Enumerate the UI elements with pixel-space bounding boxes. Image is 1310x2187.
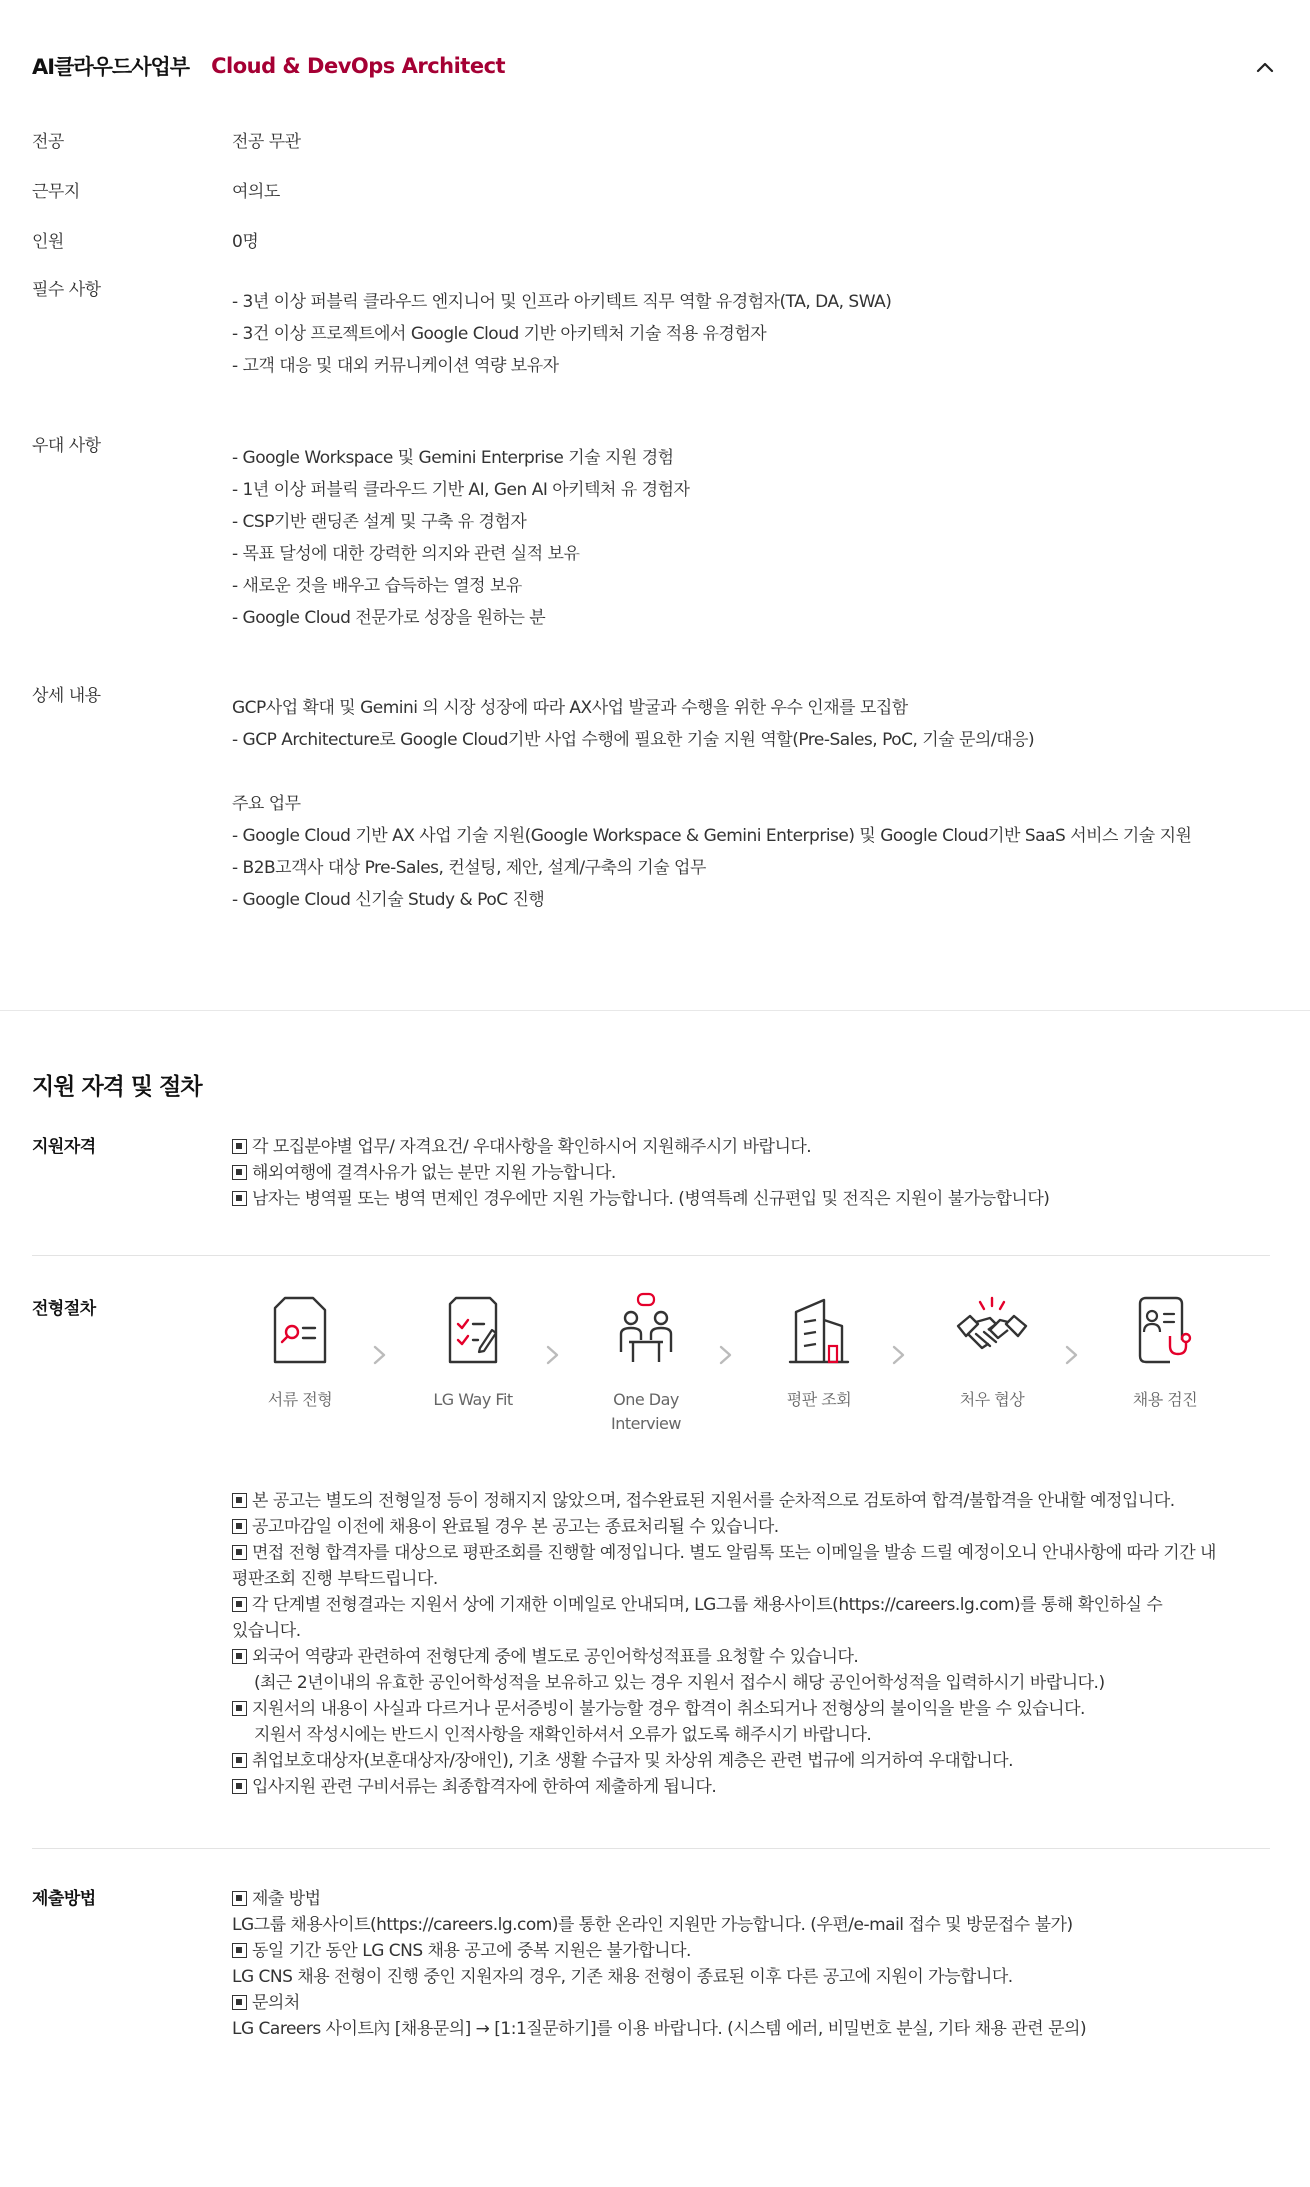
step-label: 채용 검진 — [1132, 1390, 1198, 1409]
list-item: - Google Workspace 및 Gemini Enterprise 기술 지원 경험 — [232, 448, 674, 468]
bullet-box-icon — [232, 1995, 247, 2010]
major-value: 전공 무관 — [232, 132, 301, 152]
major-label: 전공 — [32, 132, 64, 152]
bullet-box-icon — [232, 1191, 247, 1206]
process-steps — [230, 1290, 1230, 1440]
submission-label: 제출방법 — [32, 1889, 96, 1909]
list-item: 제출 방법 — [232, 1886, 1302, 1912]
job-header[interactable] — [32, 48, 1278, 84]
list-item: - 목표 달성에 대한 강력한 의지와 관련 실적 보유 — [232, 544, 580, 564]
list-item: - 3년 이상 퍼블릭 클라우드 엔지니어 및 인프라 아키텍트 직무 역할 유경험자(TA, DA, SWA) — [232, 292, 892, 312]
detail-line: GCP사업 확대 및 Gemini 의 시장 성장에 따라 AX사업 발굴과 수행을 위한 우수 인재를 모집함 — [232, 698, 908, 718]
section-separator — [32, 1848, 1270, 1849]
bullet-box-icon — [232, 1649, 247, 1664]
list-item: - 새로운 것을 배우고 습득하는 열정 보유 — [232, 576, 522, 596]
process-step — [749, 1290, 889, 1412]
info-row-major — [32, 126, 1278, 158]
list-item: 해외여행에 결격사유가 없는 분만 지원 가능합니다. — [232, 1160, 1302, 1186]
detail-line — [232, 756, 1191, 788]
process-step — [1095, 1290, 1235, 1412]
list-item: 지원서의 내용이 사실과 다르거나 문서증빙이 불가능할 경우 합격이 취소되거나 전형상의 불이익을 받을 수 있습니다. — [232, 1696, 1302, 1722]
list-item: 문의처 — [232, 1990, 1302, 2016]
process-step — [230, 1290, 370, 1412]
list-item: - 고객 대응 및 대외 커뮤니케이션 역량 보유자 — [232, 356, 559, 376]
submission-text: LG그룹 채용사이트(https://careers.lg.com)를 통한 온라인 지원만 가능합니다. (우편/e-mail 접수 및 방문접수 불가) — [232, 1915, 1073, 1935]
process-step — [922, 1290, 1062, 1412]
list-item: 공고마감일 이전에 채용이 완료될 경우 본 공고는 종료처리될 수 있습니다. — [232, 1514, 1302, 1540]
chevron-right-icon — [370, 1342, 390, 1368]
department-title: AI클라우드사업부 — [32, 55, 190, 79]
step-label: LG Way Fit — [433, 1390, 513, 1409]
list-item: 각 단계별 전형결과는 지원서 상에 기재한 이메일로 안내되며, LG그룹 채용사이트(https://careers.lg.com)를 통해 확인하실 수 — [232, 1592, 1302, 1618]
list-item: 취업보호대상자(보훈대상자/장애인), 기초 생활 수급자 및 차상위 계층은 관련 법규에 의거하여 우대합니다. — [232, 1748, 1302, 1774]
list-item: 각 모집분야별 업무/ 자격요건/ 우대사항을 확인하시어 지원해주시기 바랍니다. — [232, 1134, 1302, 1160]
list-item: - Google Cloud 전문가로 성장을 원하는 분 — [232, 608, 546, 628]
step-label: 서류 전형 — [267, 1390, 333, 1409]
list-item: 외국어 역량과 관련하여 전형단계 중에 별도로 공인어학성적표를 요청할 수 있습니다. — [232, 1644, 1302, 1670]
list-item-continuation: 있습니다. — [232, 1621, 301, 1641]
bullet-box-icon — [232, 1597, 247, 1612]
info-row-location — [32, 176, 1278, 208]
submission-section — [32, 1886, 1270, 2056]
interview-icon — [611, 1290, 681, 1370]
chevron-right-icon — [889, 1342, 909, 1368]
chevron-right-icon — [1062, 1342, 1082, 1368]
detail-line: - Google Cloud 신기술 Study & PoC 진행 — [232, 890, 545, 910]
bullet-box-icon — [232, 1753, 247, 1768]
list-item-continuation: 지원서 작성시에는 반드시 인적사항을 재확인하셔서 오류가 없도록 해주시기 바랍니다. — [254, 1725, 872, 1745]
bullet-box-icon — [232, 1943, 247, 1958]
bullet-box-icon — [232, 1493, 247, 1508]
bullet-box-icon — [232, 1701, 247, 1716]
headcount-value: 0명 — [232, 232, 259, 252]
bullet-box-icon — [232, 1165, 247, 1180]
detail-line: - GCP Architecture로 Google Cloud기반 사업 수행에 필요한 기술 지원 역할(Pre-Sales, PoC, 기술 문의/대응) — [232, 730, 1035, 750]
document-search-icon — [265, 1290, 335, 1370]
handshake-icon — [952, 1290, 1032, 1370]
bullet-box-icon — [232, 1519, 247, 1534]
list-item: 본 공고는 별도의 전형일정 등이 정해지지 않았으며, 접수완료된 지원서를 순차적으로 검토하여 합격/불합격을 안내할 예정입니다. — [232, 1488, 1302, 1514]
submission-text: LG CNS 채용 전형이 진행 중인 지원자의 경우, 기존 채용 전형이 종료된 이후 다른 공고에 지원이 가능합니다. — [232, 1967, 1013, 1987]
list-item-continuation: 평판조회 진행 부탁드립니다. — [232, 1569, 438, 1589]
procedure-section-title: 지원 자격 및 절차 — [32, 1074, 202, 1100]
role-title: Cloud & DevOps Architect — [211, 54, 506, 78]
submission-text: LG Careers 사이트內 [채용문의] → [1:1질문하기]를 이용 바랍니다. (시스템 에러, 비밀번호 분실, 기타 채용 관련 문의) — [232, 2019, 1087, 2039]
detail-line: 주요 업무 — [232, 794, 301, 814]
bullet-box-icon — [232, 1891, 247, 1906]
chevron-right-icon — [543, 1342, 563, 1368]
details-label: 상세 내용 — [32, 686, 101, 706]
list-item: - CSP기반 랜딩존 설계 및 구축 유 경험자 — [232, 512, 527, 532]
process-notes — [32, 1488, 1270, 1808]
list-item: - 3건 이상 프로젝트에서 Google Cloud 기반 아키텍처 기술 적용 유경험자 — [232, 324, 767, 344]
process-step — [403, 1290, 543, 1412]
preferred-label: 우대 사항 — [32, 436, 101, 456]
section-divider — [0, 1010, 1310, 1011]
step-label: 평판 조회 — [786, 1390, 852, 1409]
chevron-up-icon[interactable] — [1252, 54, 1278, 80]
list-item: 입사지원 관련 구비서류는 최종합격자에 한하여 제출하게 됩니다. — [232, 1774, 1302, 1800]
building-icon — [784, 1290, 854, 1370]
process-label: 전형절차 — [32, 1299, 96, 1319]
info-row-preferred — [32, 430, 1278, 630]
bullet-box-icon — [232, 1139, 247, 1154]
detail-line: - B2B고객사 대상 Pre-Sales, 컨설팅, 제안, 설계/구축의 기술 업무 — [232, 858, 706, 878]
list-item: 남자는 병역필 또는 병역 면제인 경우에만 지원 가능합니다. (병역특례 신규편입 및 전직은 지원이 불가능합니다) — [232, 1186, 1302, 1212]
info-row-required — [32, 274, 1278, 384]
medical-checkup-icon — [1130, 1290, 1200, 1370]
headcount-label: 인원 — [32, 232, 64, 252]
chevron-right-icon — [716, 1342, 736, 1368]
section-separator — [32, 1255, 1270, 1256]
qualification-section — [32, 1134, 1270, 1220]
qualification-label: 지원자격 — [32, 1137, 96, 1157]
location-value: 여의도 — [232, 182, 280, 202]
location-label: 근무지 — [32, 182, 80, 202]
detail-line: - Google Cloud 기반 AX 사업 기술 지원(Google Workspace & Gemini Enterprise) 및 Google Cloud기반 SaaS 서비스 기술 지원 — [232, 826, 1192, 846]
bullet-box-icon — [232, 1545, 247, 1560]
process-step — [576, 1290, 716, 1436]
bullet-box-icon — [232, 1779, 247, 1794]
list-item: 면접 전형 합격자를 대상으로 평판조회를 진행할 예정입니다. 별도 알림톡 또는 이메일을 발송 드릴 예정이오니 안내사항에 따라 기간 내 — [232, 1540, 1302, 1566]
list-item: 동일 기간 동안 LG CNS 채용 공고에 중복 지원은 불가합니다. — [232, 1938, 1302, 1964]
step-label: One Day Interview — [611, 1390, 681, 1433]
checklist-icon — [438, 1290, 508, 1370]
list-item-continuation: (최근 2년이내의 유효한 공인어학성적을 보유하고 있는 경우 지원서 접수시 해당 공인어학성적을 입력하시기 바랍니다.) — [254, 1673, 1105, 1693]
info-row-details — [32, 680, 1278, 920]
info-row-headcount — [32, 226, 1278, 258]
list-item: - 1년 이상 퍼블릭 클라우드 기반 AI, Gen AI 아키텍처 유 경험자 — [232, 480, 690, 500]
step-label: 처우 협상 — [959, 1390, 1025, 1409]
required-label: 필수 사항 — [32, 280, 101, 300]
